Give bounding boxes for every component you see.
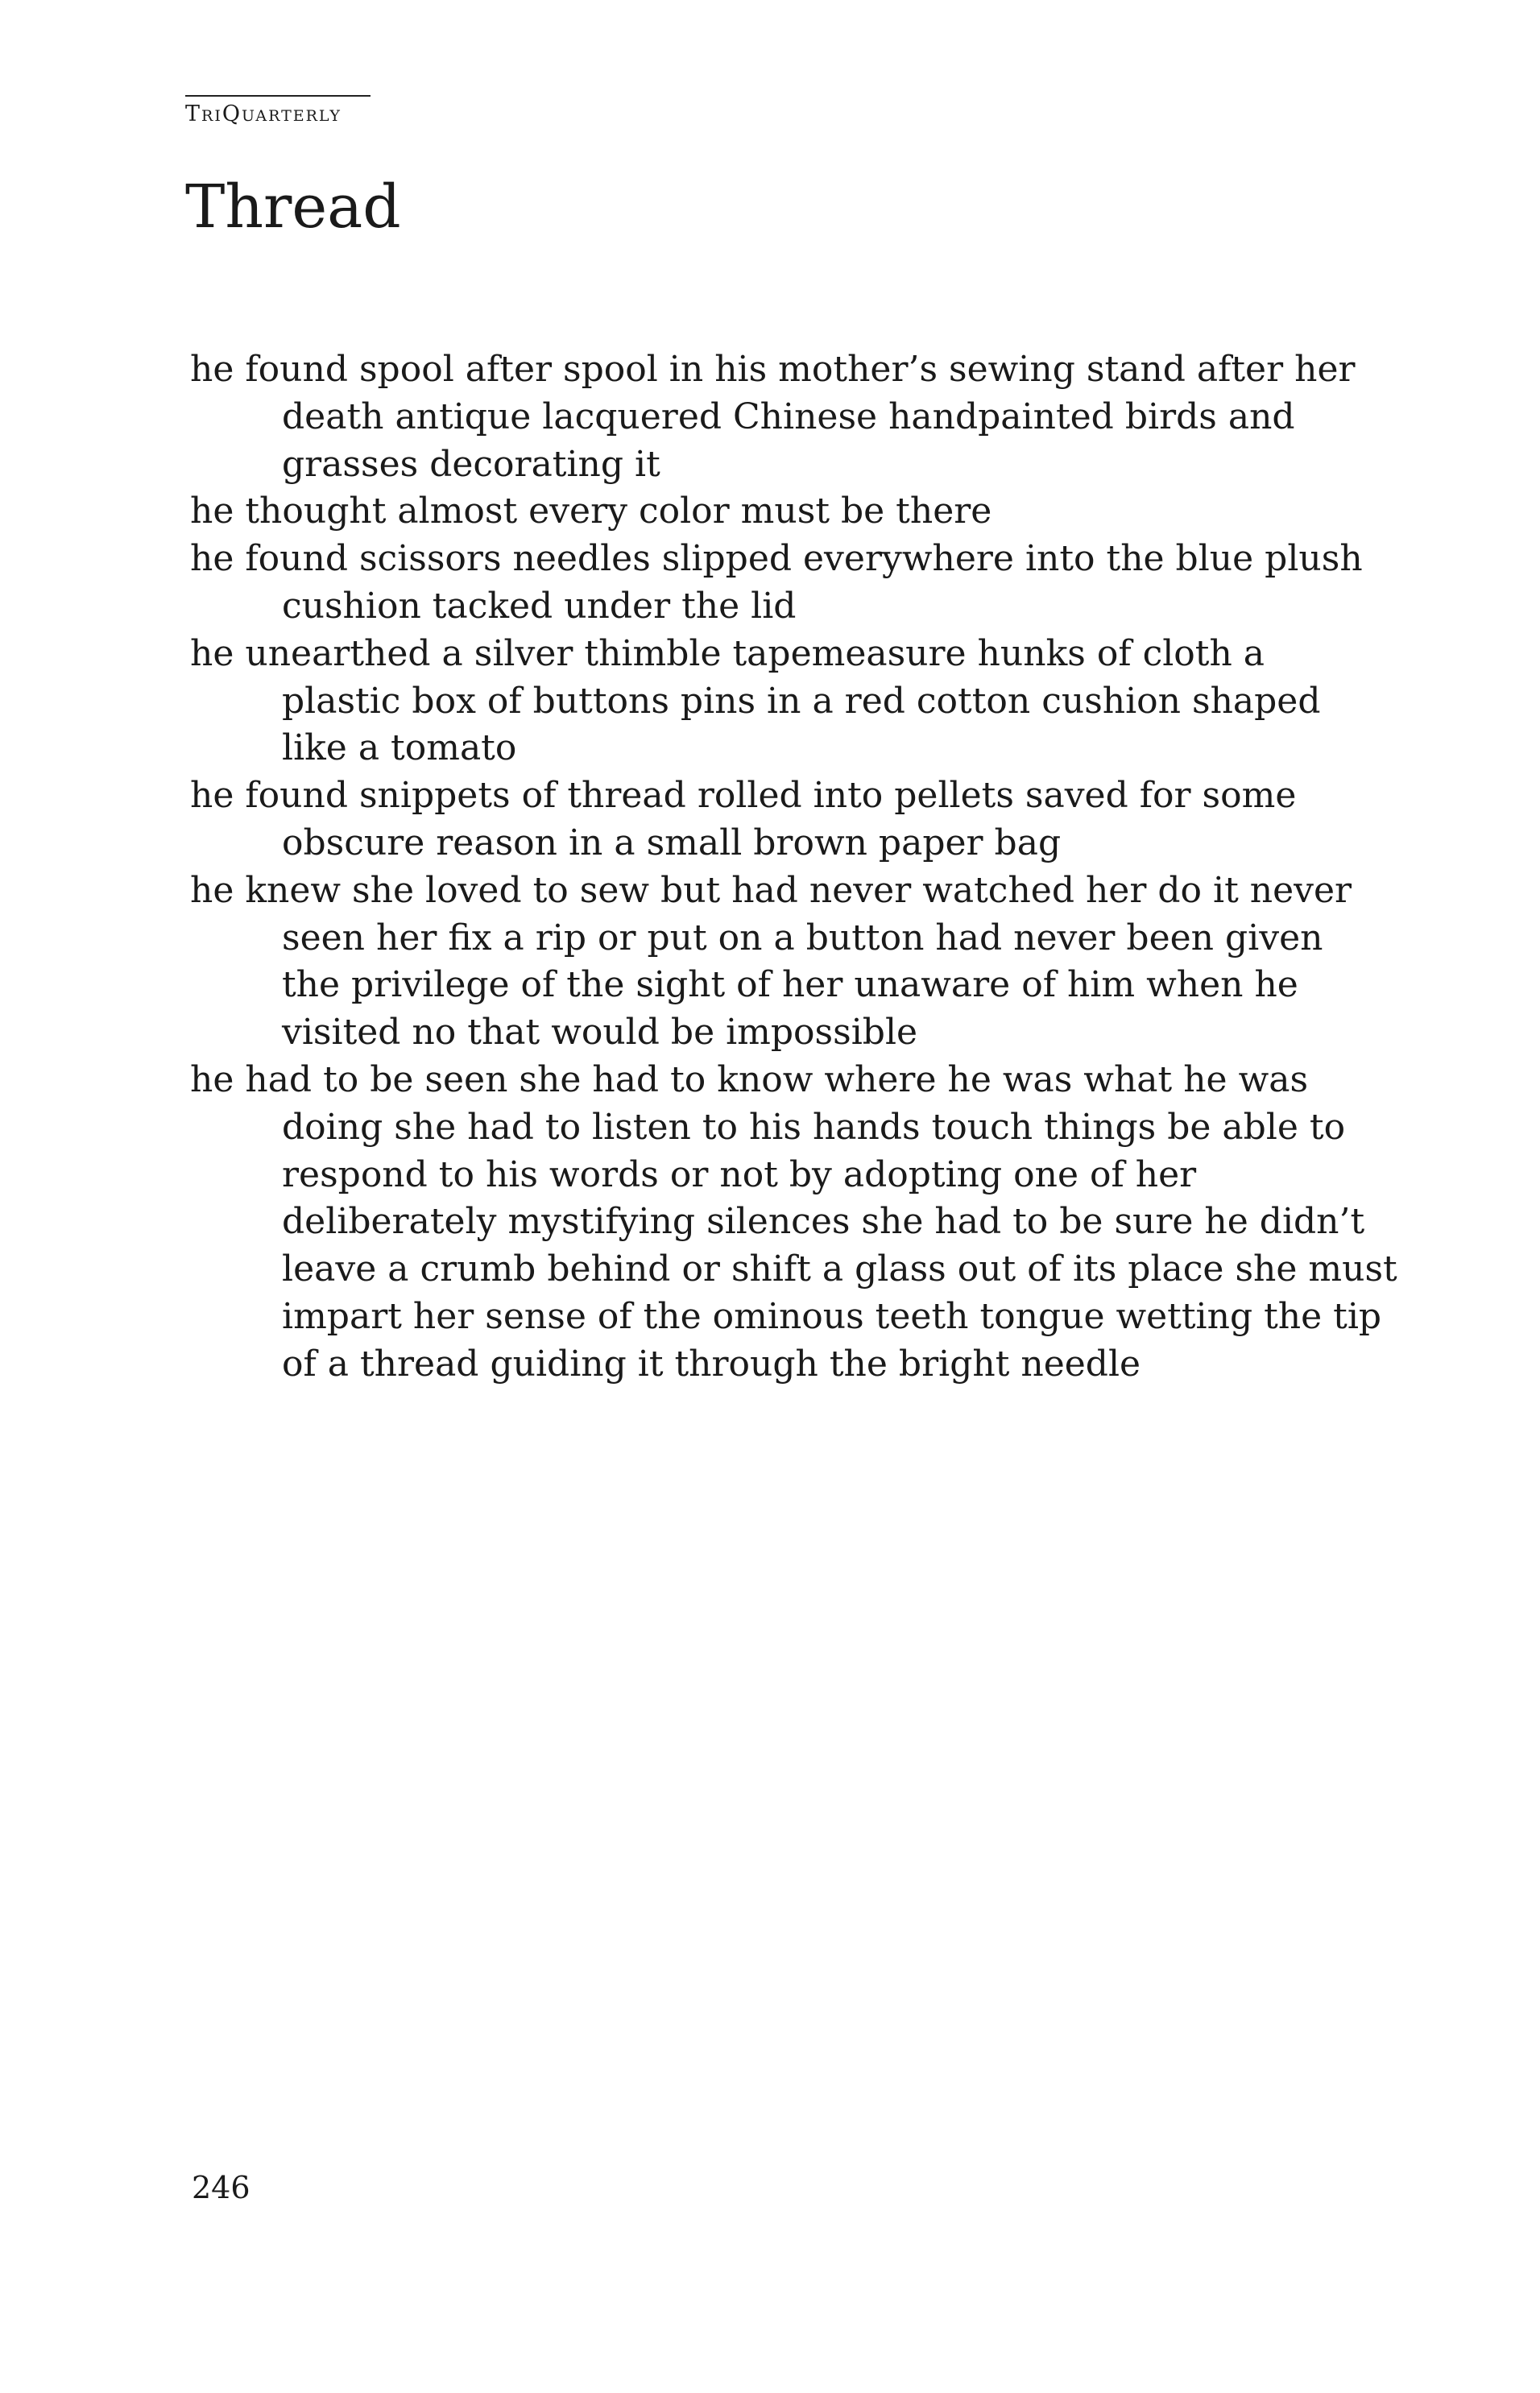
poem-body xyxy=(190,346,1397,1389)
poem-line-continuation: cushion tacked under the lid xyxy=(282,585,797,627)
poem-line-continuation: the privilege of the sight of her unaware of him when he xyxy=(282,964,1298,1006)
poem-line: he had to be seen she had to know where he was what he was xyxy=(190,1058,1309,1100)
poem-line-continuation: grasses decorating it xyxy=(282,443,660,485)
poem-line-continuation: death antique lacquered Chinese handpainted birds and xyxy=(282,395,1295,437)
poem-line: he unearthed a silver thimble tapemeasure hunks of cloth a xyxy=(190,632,1265,674)
poem-line-continuation: doing she had to listen to his hands touch things be able to xyxy=(282,1106,1346,1148)
poem-line-continuation: respond to his words or not by adopting one of her xyxy=(282,1153,1197,1195)
poem-line-continuation: deliberately mystifying silences she had to be sure he didn’t xyxy=(282,1201,1365,1243)
poem-line-continuation: impart her sense of the ominous teeth tongue wetting the tip xyxy=(282,1295,1382,1337)
poem-line: he found scissors needles slipped everywhere into the blue plush xyxy=(190,538,1363,580)
running-head-rule xyxy=(185,95,371,97)
poem-line: he thought almost every color must be there xyxy=(190,491,992,532)
poem-line: he knew she loved to sew but had never watched her do it never xyxy=(190,869,1352,911)
poem-line-continuation: obscure reason in a small brown paper bag xyxy=(282,822,1062,863)
page-number: 246 xyxy=(192,2170,250,2205)
poem-line-continuation: leave a crumb behind or shift a glass out of its place she must xyxy=(282,1248,1397,1290)
poem-line-continuation: seen her fix a rip or put on a button had never been given xyxy=(282,917,1323,958)
poem-line: he found spool after spool in his mother’s sewing stand after her xyxy=(190,349,1356,390)
poem-line-continuation: of a thread guiding it through the bright needle xyxy=(282,1343,1141,1385)
journal-name: TriQuarterly xyxy=(185,101,342,126)
poem-line-continuation: plastic box of buttons pins in a red cotton cushion shaped xyxy=(282,680,1321,722)
poem-line: he found snippets of thread rolled into pellets saved for some xyxy=(190,775,1297,817)
poem-line-continuation: visited no that would be impossible xyxy=(282,1012,918,1054)
poem-line-continuation: like a tomato xyxy=(282,727,517,769)
poem-title: Thread xyxy=(185,172,401,242)
